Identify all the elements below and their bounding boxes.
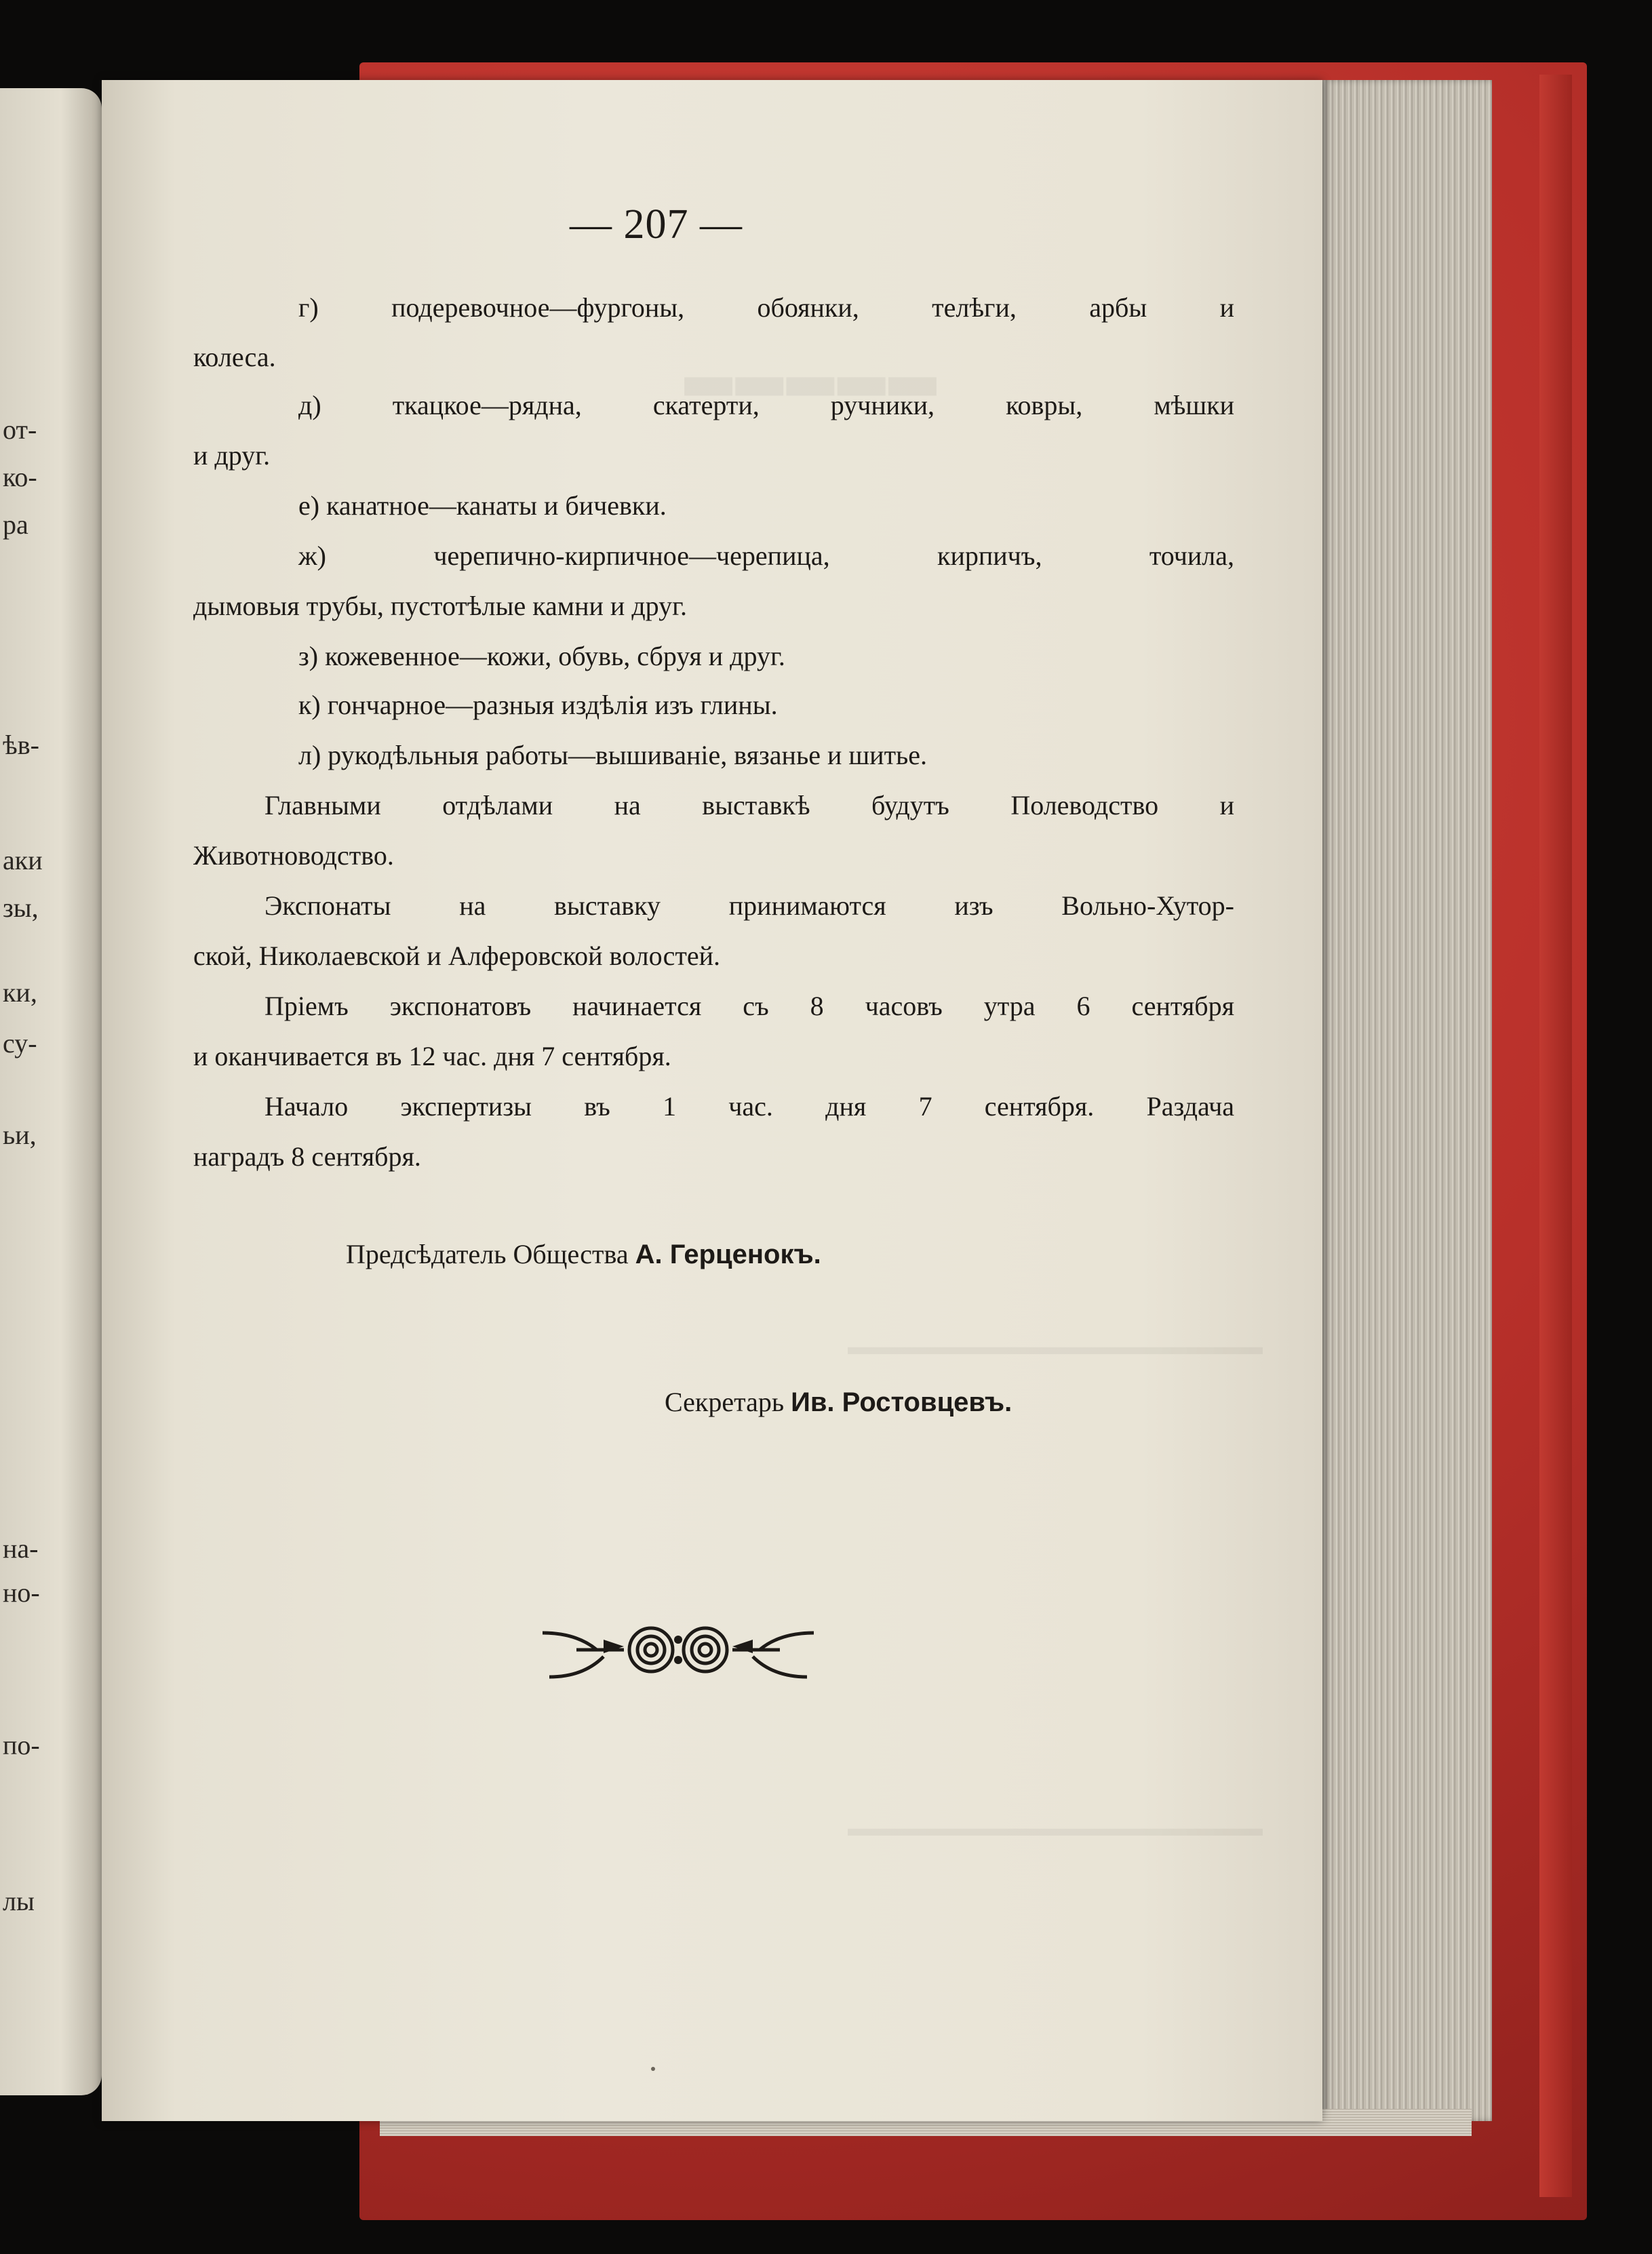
- secretary-title: Секретарь: [665, 1387, 785, 1417]
- left-fragment: но-: [3, 1577, 40, 1608]
- text-line: г) подеревочное—фургоны, обоянки, телѣги, арбы и: [298, 292, 1234, 323]
- text-line: наградъ 8 сентября.: [193, 1141, 421, 1172]
- left-fragment: ьи,: [3, 1120, 37, 1150]
- text-line: и друг.: [193, 440, 271, 471]
- left-fragment: по-: [3, 1730, 40, 1760]
- text-line: е) канатное—канаты и бичевки.: [298, 490, 667, 521]
- text-line: з) кожевенное—кожи, обувь, сбруя и друг.: [298, 641, 785, 671]
- text-line: ской, Николаевской и Алферовской волостей.: [193, 941, 720, 971]
- book-page: [102, 80, 1322, 2121]
- text-line: Экспонаты на выставку принимаются изъ Вольно-Хутор-: [264, 890, 1234, 921]
- text-line: Животноводство.: [193, 840, 394, 871]
- text-line: дымовыя трубы, пустотѣлые камни и друг.: [193, 591, 688, 621]
- text-line: д) ткацкое—рядна, скатерти, ручники, ковры, мѣшки: [298, 390, 1234, 420]
- left-fragment: ко-: [3, 462, 37, 492]
- left-page: [0, 88, 102, 2095]
- left-fragment: аки: [3, 845, 43, 875]
- left-fragment: зы,: [3, 892, 39, 923]
- text-line: Начало экспертизы въ 1 час. дня 7 сентября. Раздача: [264, 1091, 1234, 1122]
- bleed-through: ▬▬▬▬▬▬▬▬▬▬▬▬▬▬▬▬▬▬: [848, 1816, 1263, 1841]
- left-fragment: ѣв-: [3, 730, 39, 760]
- chairman-name: А. Герценокъ.: [635, 1240, 821, 1269]
- page-edges: [1322, 80, 1492, 2121]
- chairman-title: Предсѣдатель Общества: [346, 1239, 629, 1269]
- secretary-name: Ив. Ростовцевъ.: [791, 1387, 1012, 1417]
- left-fragment: лы: [3, 1886, 35, 1916]
- text-line: к) гончарное—разныя издѣлія изъ глины.: [298, 690, 778, 720]
- left-fragment: ки,: [3, 977, 37, 1008]
- text-line: ж) черепично-кирпичное—черепица, кирпичъ, точила,: [298, 540, 1234, 571]
- speck: [651, 2067, 655, 2071]
- bleed-through: ▬▬▬▬▬▬▬▬▬▬▬▬▬▬▬▬▬▬: [848, 1334, 1263, 1360]
- left-fragment: ра: [3, 509, 28, 540]
- text-line: и оканчивается въ 12 час. дня 7 сентября.: [193, 1041, 671, 1071]
- text-line: л) рукодѣльныя работы—вышиваніе, вязанье и шитье.: [298, 740, 928, 770]
- text-line: колеса.: [193, 342, 276, 372]
- left-fragment: су-: [3, 1028, 37, 1059]
- book-cover-edge: [1539, 75, 1572, 2197]
- left-fragment: от-: [3, 414, 37, 445]
- page-number: — 207 —: [570, 201, 743, 248]
- left-fragment: на-: [3, 1533, 39, 1564]
- chairman-signature: [346, 1238, 821, 1271]
- ornament-icon: [536, 1613, 821, 1687]
- bleed-through: ▂▂▂▂▂: [685, 327, 941, 394]
- text-line: Главными отдѣлами на выставкѣ будутъ Полеводство и: [264, 790, 1234, 820]
- secretary-signature: [665, 1386, 1012, 1419]
- text-line: Пріемъ экспонатовъ начинается съ 8 часовъ утра 6 сентября: [264, 991, 1234, 1021]
